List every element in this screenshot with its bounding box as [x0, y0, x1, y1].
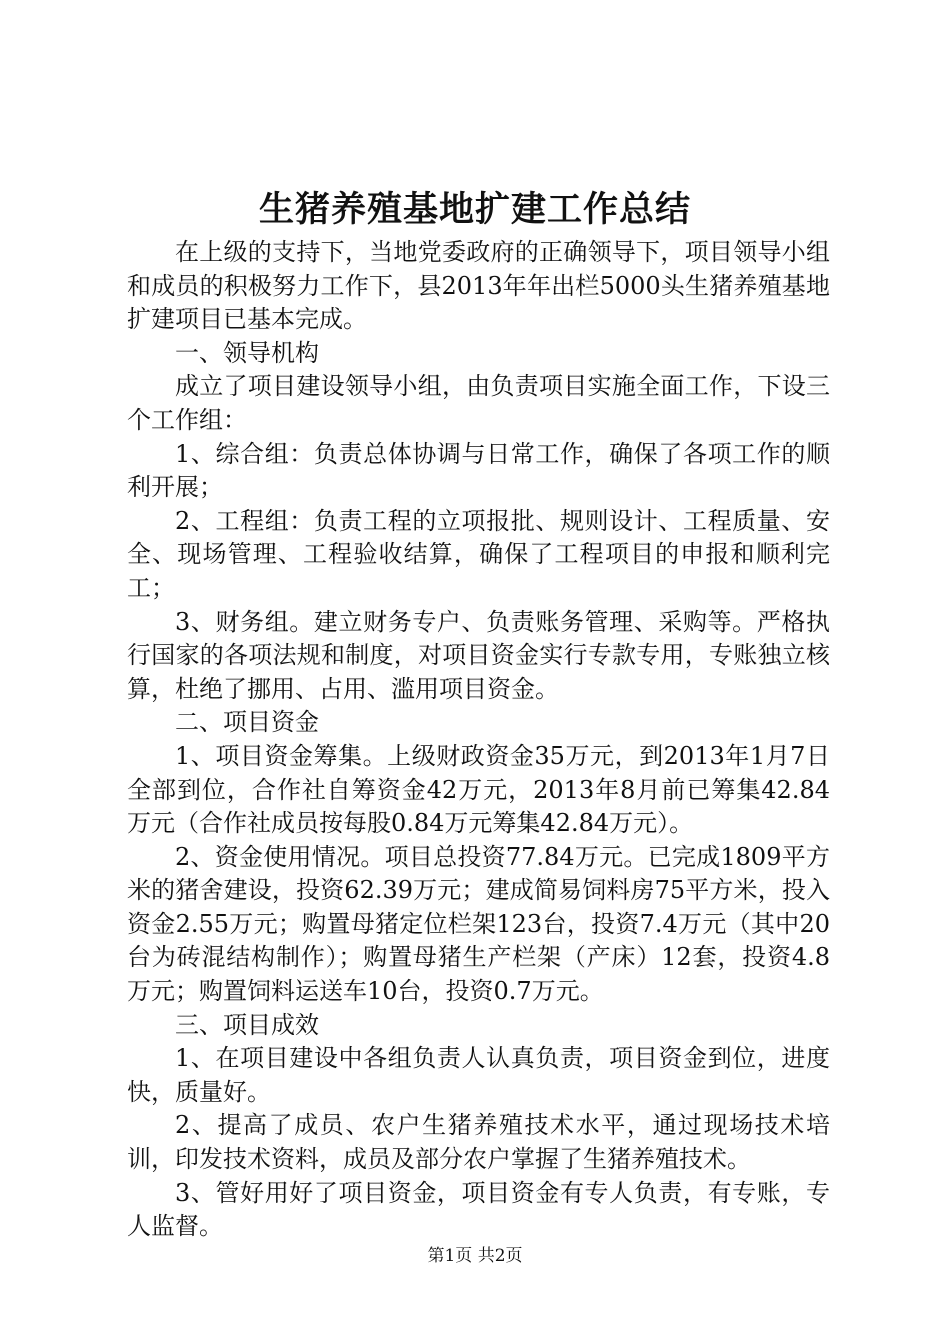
paragraph-result-3: 3、管好用好了项目资金，项目资金有专人负责，有专账，专人监督。	[127, 1178, 830, 1241]
page-number-footer: 第1页 共2页	[427, 1246, 523, 1266]
paragraph-fund-raising: 1、项目资金筹集。上级财政资金35万元，到2013年1月7日全部到位，合作社自筹资金42万元，2013年8月前已筹集42.84万元（合作社成员按每股0.84万元筹集42.84万元）。	[127, 741, 830, 838]
paragraph-result-2: 2、提高了成员、农户生猪养殖技术水平，通过现场技术培训，印发技术资料，成员及部分农户掌握了生猪养殖技术。	[127, 1111, 830, 1174]
section-heading-funds: 二、项目资金	[175, 708, 319, 737]
section-heading-leadership: 一、领导机构	[175, 338, 319, 367]
paragraph-intro: 在上级的支持下，当地党委政府的正确领导下，项目领导小组和成员的积极努力工作下，县2013年年出栏5000头生猪养殖基地扩建项目已基本完成。	[127, 238, 830, 334]
paragraph-result-1: 1、在项目建设中各组负责人认真负责，项目资金到位，进度快，质量好。	[127, 1044, 830, 1106]
paragraph-engineering-group: 2、工程组：负责工程的立项报批、规则设计、工程质量、安全、现场管理、工程验收结算，确保了工程项目的申报和顺利完工；	[127, 506, 830, 602]
section-heading-results: 三、项目成效	[175, 1010, 319, 1039]
paragraph-leadership: 成立了项目建设领导小组，由负责项目实施全面工作，下设三个工作组：	[127, 372, 830, 434]
paragraph-general-group: 1、综合组：负责总体协调与日常工作，确保了各项工作的顺利开展；	[127, 439, 830, 502]
document-body	[127, 236, 830, 1244]
paragraph-finance-group: 3、财务组。建立财务专户、负责账务管理、采购等。严格执行国家的各项法规和制度，对项目资金实行专款专用，专账独立核算，杜绝了挪用、占用、滥用项目资金。	[127, 607, 830, 703]
document-title: 生猪养殖基地扩建工作总结	[258, 189, 691, 230]
paragraph-fund-usage: 2、资金使用情况。项目总投资77.84万元。已完成1809平方米的猪舍建设，投资62.39万元；建成简易饲料房75平方米，投入资金2.55万元；购置母猪定位栏架123台，投资7.4万元（其中20台为砖混结构制作）；购置母猪生产栏架（产床）12套，投资4.8万元；购置饲料运送车10台，投资0.7万元。	[127, 842, 830, 1006]
